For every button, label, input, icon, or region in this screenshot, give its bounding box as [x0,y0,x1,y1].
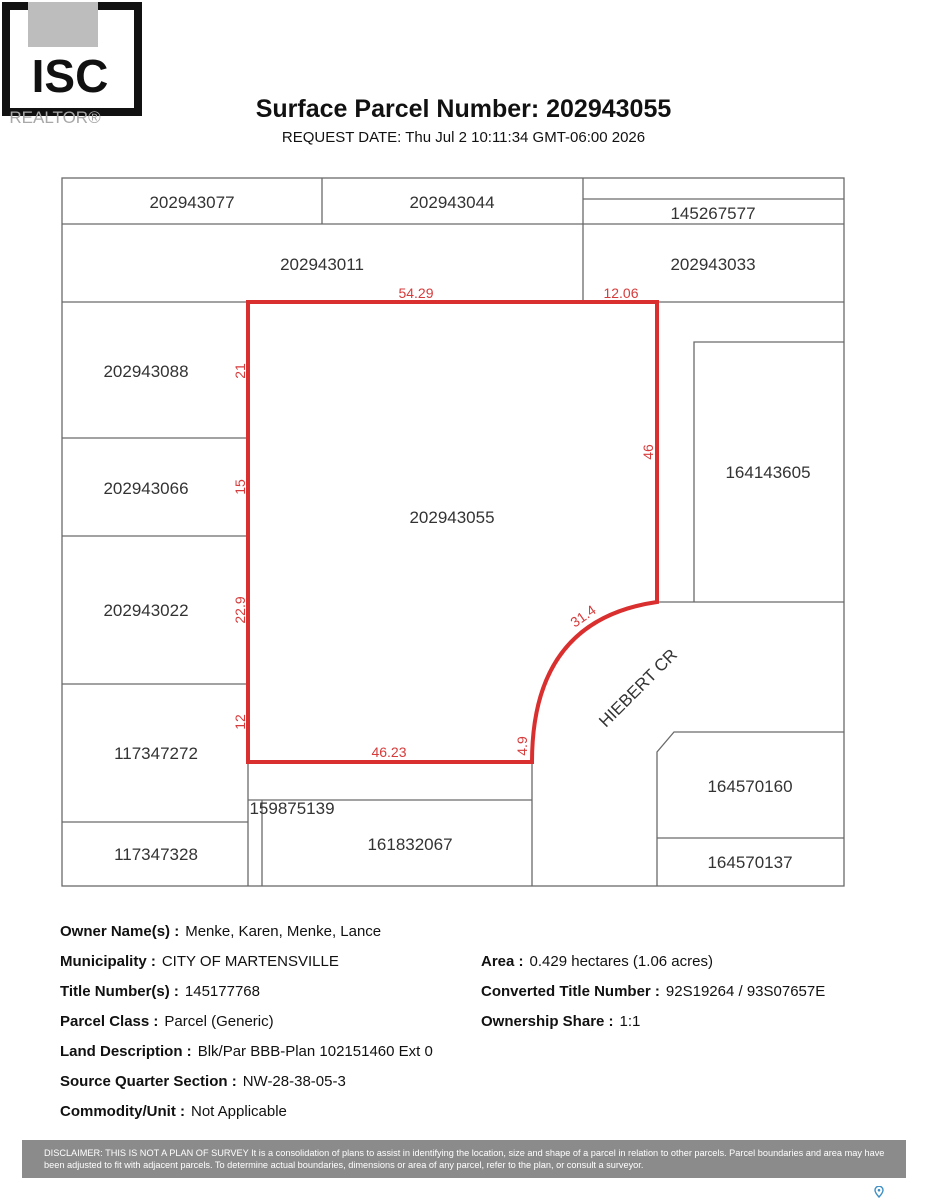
source-quarter-value: NW-28-38-05-3 [242,1073,346,1090]
parcel-label: 145267577 [670,204,756,223]
parcel-label: 202943033 [670,255,756,274]
request-date: REQUEST DATE: Thu Jul 2 10:11:34 GMT-06:00 2026 [281,129,646,146]
disclaimer-text: DISCLAIMER: THIS IS NOT A PLAN OF SURVEY It is a consolidation of plans to assist in identifying the location, size and shape of a parcel in relation to other parcels. Parcel boundaries and area may have been adjusted to fit with adjacent parcels. To determine actual boundaries, dimensions or area of any parcel, refer to the plan, or consult a surveyor. [44,1148,885,1170]
subject-parcel-label: 202943055 [409,508,495,527]
parcel-label: 164570160 [707,777,793,796]
area-label: Area : [481,953,524,970]
land-description-row [60,1043,433,1060]
title-number-row [60,983,260,1000]
parcel-label: 117347272 [114,744,198,763]
area-value: 0.429 hectares (1.06 acres) [529,953,713,970]
municipality-value: CITY OF MARTENSVILLE [161,953,339,970]
map-pin-icon [874,1186,884,1198]
dimension-label: 12 [232,714,248,730]
dimension-label: 46 [640,444,656,460]
commodity-label: Commodity/Unit : [60,1103,185,1120]
ownership-share-row [481,1013,640,1030]
owner-row [60,923,381,940]
owner-label: Owner Name(s) : [60,923,180,940]
dimension-label: 4.9 [514,736,530,756]
ownership-share-label: Ownership Share : [481,1013,614,1030]
ownership-share-value: 1:1 [619,1013,641,1030]
dimension-label: 46.23 [371,744,407,760]
parcel-label: 202943022 [103,601,189,620]
parcel-label: 202943066 [103,479,189,498]
logo-text: ISC [31,50,109,102]
municipality-row [60,953,339,970]
converted-title-value: 92S19264 / 93S07657E [665,983,826,1000]
area-row [481,953,713,970]
dimension-label: 22.9 [232,596,248,624]
owner-value: Menke, Karen, Menke, Lance [185,923,382,940]
parcel-class-label: Parcel Class : [60,1013,159,1030]
parcel-label: 202943077 [149,193,235,212]
parcel-label: 117347328 [114,845,198,864]
parcel-label: 202943044 [409,193,495,212]
converted-title-row [481,983,825,1000]
dimension-label: 21 [232,363,248,379]
dimension-label: 12.06 [603,285,639,301]
title-number-value: 145177768 [184,983,260,1000]
land-description-label: Land Description : [60,1043,192,1060]
commodity-value: Not Applicable [191,1103,287,1120]
dimension-label: 31.4 [567,601,599,631]
logo-realtor-text: REALTOR® [9,108,101,127]
parcel-label: 161832067 [367,835,453,854]
source-quarter-label: Source Quarter Section : [60,1073,237,1090]
title-number-label: Title Number(s) : [60,983,179,1000]
parcel-class-value: Parcel (Generic) [164,1013,274,1030]
land-description-value: Blk/Par BBB-Plan 102151460 Ext 0 [197,1043,433,1060]
disclaimer-bar [22,1140,906,1178]
parcel-class-row [60,1013,274,1030]
parcel-label: 164143605 [725,463,811,482]
parcel-label: 202943088 [103,362,189,381]
page-title: Surface Parcel Number: 202943055 [255,95,672,123]
subject-parcel-outline [248,302,657,762]
parcel-label: 164570137 [707,853,793,872]
dimension-label: 54.29 [398,285,434,301]
parcel-label: 159875139 [249,799,335,818]
parcel-label: 202943011 [280,255,364,274]
street-label: HIEBERT CR [595,645,682,732]
commodity-row [60,1103,287,1120]
converted-title-label: Converted Title Number : [481,983,660,1000]
source-quarter-row [60,1073,346,1090]
dimension-label: 15 [232,479,248,495]
municipality-label: Municipality : [60,953,156,970]
